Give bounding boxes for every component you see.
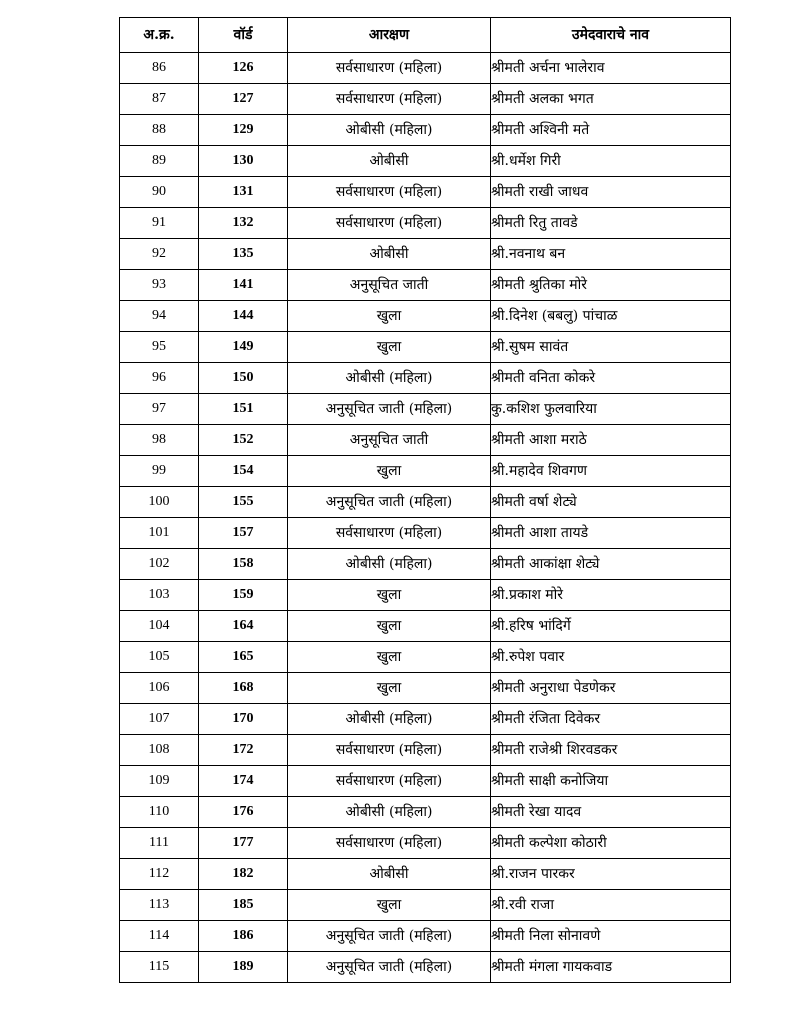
table-row — [120, 456, 731, 487]
candidate-name-cell: श्री.सुषम सावंत — [491, 332, 731, 363]
serial-cell: 94 — [120, 301, 199, 332]
ward-cell: 157 — [199, 518, 288, 549]
candidate-table — [119, 17, 731, 983]
table-row — [120, 580, 731, 611]
table-row — [120, 611, 731, 642]
ward-cell: 141 — [199, 270, 288, 301]
ward-cell: 152 — [199, 425, 288, 456]
serial-cell: 110 — [120, 797, 199, 828]
header-serial: अ.क्र. — [120, 18, 199, 53]
table-row — [120, 797, 731, 828]
table-row — [120, 270, 731, 301]
candidate-name-cell: श्रीमती राखी जाधव — [491, 177, 731, 208]
table-row — [120, 766, 731, 797]
ward-cell: 150 — [199, 363, 288, 394]
serial-cell: 114 — [120, 921, 199, 952]
table-row — [120, 146, 731, 177]
candidate-name-cell: श्रीमती आशा मराठे — [491, 425, 731, 456]
reservation-cell: ओबीसी (महिला) — [288, 704, 491, 735]
ward-cell: 165 — [199, 642, 288, 673]
ward-cell: 159 — [199, 580, 288, 611]
serial-cell: 97 — [120, 394, 199, 425]
table-body — [120, 53, 731, 983]
candidate-name-cell: श्री.नवनाथ बन — [491, 239, 731, 270]
table-row — [120, 208, 731, 239]
candidate-name-cell: कु.कशिश फुलवारिया — [491, 394, 731, 425]
candidate-name-cell: श्री.राजन पारकर — [491, 859, 731, 890]
candidate-name-cell: श्री.दिनेश (बबलु) पांचाळ — [491, 301, 731, 332]
serial-cell: 89 — [120, 146, 199, 177]
serial-cell: 95 — [120, 332, 199, 363]
candidate-name-cell: श्रीमती वर्षा शेट्ये — [491, 487, 731, 518]
serial-cell: 96 — [120, 363, 199, 394]
table-row — [120, 735, 731, 766]
serial-cell: 109 — [120, 766, 199, 797]
table-row — [120, 239, 731, 270]
serial-cell: 103 — [120, 580, 199, 611]
table-row — [120, 890, 731, 921]
table-row — [120, 53, 731, 84]
candidate-name-cell: श्रीमती आकांक्षा शेट्ये — [491, 549, 731, 580]
serial-cell: 107 — [120, 704, 199, 735]
table-row — [120, 952, 731, 983]
table-row — [120, 518, 731, 549]
serial-cell: 106 — [120, 673, 199, 704]
ward-cell: 158 — [199, 549, 288, 580]
ward-cell: 144 — [199, 301, 288, 332]
candidate-name-cell: श्रीमती अश्विनी मते — [491, 115, 731, 146]
reservation-cell: सर्वसाधारण (महिला) — [288, 735, 491, 766]
table-row — [120, 549, 731, 580]
reservation-cell: सर्वसाधारण (महिला) — [288, 766, 491, 797]
candidate-name-cell: श्रीमती अनुराधा पेडणेकर — [491, 673, 731, 704]
serial-cell: 104 — [120, 611, 199, 642]
reservation-cell: खुला — [288, 673, 491, 704]
candidate-name-cell: श्री.रवी राजा — [491, 890, 731, 921]
serial-cell: 91 — [120, 208, 199, 239]
candidate-name-cell: श्रीमती अर्चना भालेराव — [491, 53, 731, 84]
serial-cell: 111 — [120, 828, 199, 859]
reservation-cell: खुला — [288, 456, 491, 487]
table-row — [120, 828, 731, 859]
header-reservation: आरक्षण — [288, 18, 491, 53]
ward-cell: 185 — [199, 890, 288, 921]
reservation-cell: ओबीसी — [288, 239, 491, 270]
reservation-cell: ओबीसी — [288, 146, 491, 177]
candidate-name-cell: श्री.प्रकाश मोरे — [491, 580, 731, 611]
serial-cell: 105 — [120, 642, 199, 673]
candidate-name-cell: श्रीमती राजेश्री शिरवडकर — [491, 735, 731, 766]
header-ward: वॉर्ड — [199, 18, 288, 53]
reservation-cell: अनुसूचित जाती (महिला) — [288, 952, 491, 983]
candidate-name-cell: श्रीमती वनिता कोकरे — [491, 363, 731, 394]
reservation-cell: ओबीसी (महिला) — [288, 115, 491, 146]
reservation-cell: सर्वसाधारण (महिला) — [288, 177, 491, 208]
ward-cell: 189 — [199, 952, 288, 983]
table-row — [120, 177, 731, 208]
candidate-name-cell: श्री.धर्मेश गिरी — [491, 146, 731, 177]
candidate-name-cell: श्रीमती रेखा यादव — [491, 797, 731, 828]
candidate-name-cell: श्रीमती आशा तायडे — [491, 518, 731, 549]
candidate-name-cell: श्रीमती अलका भगत — [491, 84, 731, 115]
ward-cell: 149 — [199, 332, 288, 363]
candidate-name-cell: श्री.रुपेश पवार — [491, 642, 731, 673]
reservation-cell: सर्वसाधारण (महिला) — [288, 828, 491, 859]
reservation-cell: खुला — [288, 332, 491, 363]
table-row — [120, 642, 731, 673]
candidate-name-cell: श्रीमती साक्षी कनोजिया — [491, 766, 731, 797]
ward-cell: 164 — [199, 611, 288, 642]
serial-cell: 99 — [120, 456, 199, 487]
table-row — [120, 301, 731, 332]
table-row — [120, 84, 731, 115]
ward-cell: 177 — [199, 828, 288, 859]
table-row — [120, 115, 731, 146]
reservation-cell: ओबीसी (महिला) — [288, 549, 491, 580]
serial-cell: 92 — [120, 239, 199, 270]
serial-cell: 115 — [120, 952, 199, 983]
ward-cell: 170 — [199, 704, 288, 735]
reservation-cell: अनुसूचित जाती (महिला) — [288, 921, 491, 952]
reservation-cell: अनुसूचित जाती — [288, 270, 491, 301]
ward-cell: 154 — [199, 456, 288, 487]
reservation-cell: ओबीसी — [288, 859, 491, 890]
serial-cell: 108 — [120, 735, 199, 766]
candidate-name-cell: श्रीमती कल्पेशा कोठारी — [491, 828, 731, 859]
serial-cell: 101 — [120, 518, 199, 549]
candidate-name-cell: श्रीमती श्रुतिका मोरे — [491, 270, 731, 301]
ward-cell: 131 — [199, 177, 288, 208]
reservation-cell: खुला — [288, 642, 491, 673]
reservation-cell: सर्वसाधारण (महिला) — [288, 53, 491, 84]
serial-cell: 102 — [120, 549, 199, 580]
table-row — [120, 704, 731, 735]
reservation-cell: ओबीसी (महिला) — [288, 363, 491, 394]
table-row — [120, 921, 731, 952]
reservation-cell: खुला — [288, 580, 491, 611]
ward-cell: 174 — [199, 766, 288, 797]
reservation-cell: खुला — [288, 301, 491, 332]
reservation-cell: सर्वसाधारण (महिला) — [288, 518, 491, 549]
table-row — [120, 332, 731, 363]
reservation-cell: सर्वसाधारण (महिला) — [288, 208, 491, 239]
ward-cell: 129 — [199, 115, 288, 146]
table-row — [120, 673, 731, 704]
reservation-cell: खुला — [288, 890, 491, 921]
candidate-name-cell: श्रीमती मंगला गायकवाड — [491, 952, 731, 983]
reservation-cell: अनुसूचित जाती (महिला) — [288, 394, 491, 425]
serial-cell: 98 — [120, 425, 199, 456]
table-row — [120, 487, 731, 518]
serial-cell: 113 — [120, 890, 199, 921]
reservation-cell: सर्वसाधारण (महिला) — [288, 84, 491, 115]
serial-cell: 90 — [120, 177, 199, 208]
table-row — [120, 394, 731, 425]
ward-cell: 172 — [199, 735, 288, 766]
header-candidate: उमेदवाराचे नाव — [491, 18, 731, 53]
candidate-name-cell: श्री.हरिष भांदिर्गे — [491, 611, 731, 642]
candidate-name-cell: श्री.महादेव शिवगण — [491, 456, 731, 487]
serial-cell: 93 — [120, 270, 199, 301]
ward-cell: 135 — [199, 239, 288, 270]
reservation-cell: अनुसूचित जाती — [288, 425, 491, 456]
serial-cell: 86 — [120, 53, 199, 84]
header-row — [120, 18, 731, 53]
table-row — [120, 859, 731, 890]
ward-cell: 168 — [199, 673, 288, 704]
ward-cell: 151 — [199, 394, 288, 425]
ward-cell: 127 — [199, 84, 288, 115]
serial-cell: 112 — [120, 859, 199, 890]
ward-cell: 186 — [199, 921, 288, 952]
table-row — [120, 363, 731, 394]
ward-cell: 182 — [199, 859, 288, 890]
reservation-cell: खुला — [288, 611, 491, 642]
candidate-name-cell: श्रीमती रितु तावडे — [491, 208, 731, 239]
serial-cell: 87 — [120, 84, 199, 115]
ward-cell: 132 — [199, 208, 288, 239]
ward-cell: 126 — [199, 53, 288, 84]
candidate-name-cell: श्रीमती निला सोनावणे — [491, 921, 731, 952]
reservation-cell: अनुसूचित जाती (महिला) — [288, 487, 491, 518]
table-row — [120, 425, 731, 456]
ward-cell: 176 — [199, 797, 288, 828]
ward-cell: 155 — [199, 487, 288, 518]
ward-cell: 130 — [199, 146, 288, 177]
reservation-cell: ओबीसी (महिला) — [288, 797, 491, 828]
candidate-name-cell: श्रीमती रंजिता दिवेकर — [491, 704, 731, 735]
serial-cell: 88 — [120, 115, 199, 146]
serial-cell: 100 — [120, 487, 199, 518]
